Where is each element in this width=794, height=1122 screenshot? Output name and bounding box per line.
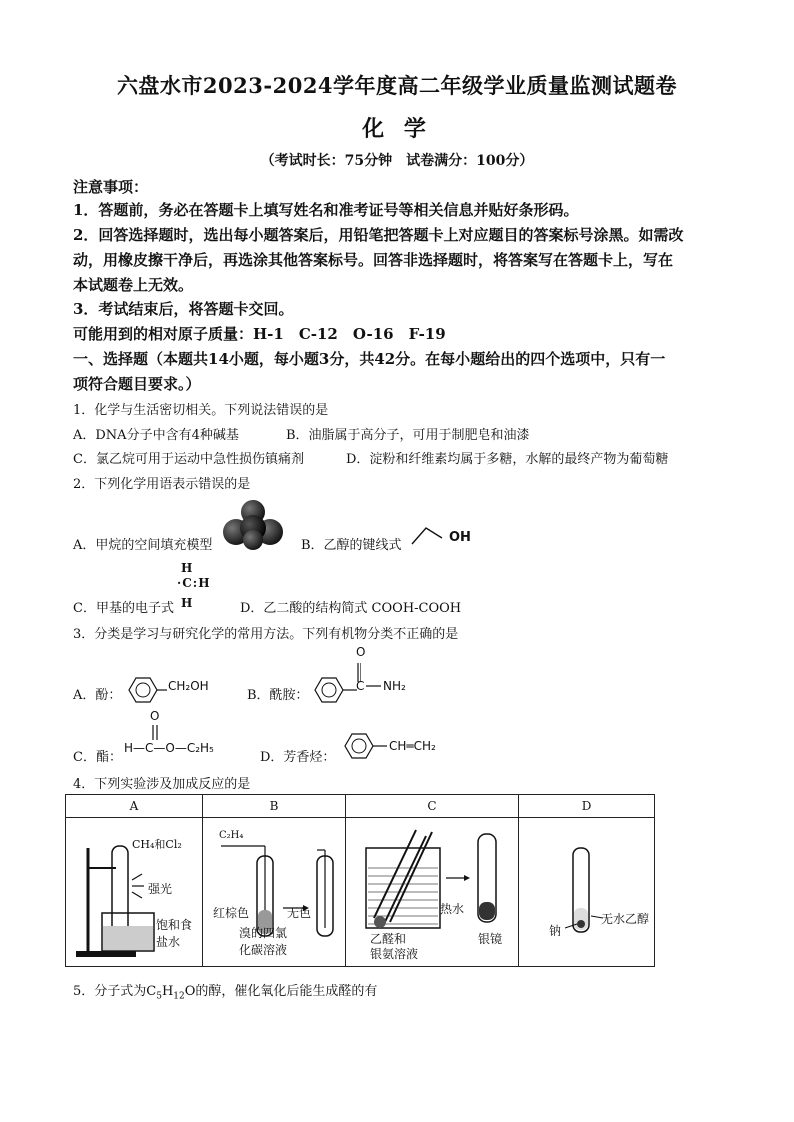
q2-option-a: A．甲烷的空间填充模型 [73,538,213,553]
q3-option-b: B．酰胺： [247,688,309,703]
ester-o: O [150,709,160,723]
label-bromine-ccl4-2: 化碳溶液 [239,943,288,957]
benzamide-nh2: NH₂ [383,679,406,693]
notice-item-2-line-3: 本试题卷上无效。 [73,276,194,294]
ester-formula: H—C—O—C₂H₅ [124,741,214,755]
q5-stem-prefix: 5．分子式为C [73,984,157,999]
benzene-ring-icon [121,670,167,710]
notice-item-3: 3．考试结束后，将答题卡交回。 [73,300,294,318]
sodium-ethanol-apparatus-icon [519,818,654,966]
label-sodium: 钠 [549,924,562,938]
q4-header-a: A [66,795,203,818]
label-anhydrous-ethanol: 无水乙醇 [601,912,650,926]
label-strong-light: 强光 [148,882,173,896]
q3-stem: 3．分类是学习与研究化学的常用方法。下列有机物分类不正确的是 [73,627,459,642]
label-saturated-salt-2: 盐水 [156,935,181,949]
ester-double-bond-icon [150,724,162,742]
q4-cell-b [203,818,346,967]
q5-stem [73,980,377,1002]
q4-image-row [66,818,655,967]
q4-cell-a [66,818,203,967]
q1-option-a: A．DNA分子中含有4种碱基 [73,428,239,443]
benzamide-bond-icon [365,680,383,690]
methyl-dots-right: : [192,576,199,590]
q2-stem: 2．下列化学用语表示错误的是 [73,477,251,492]
section-1-line-1: 一、选择题（本题共14小题，每小题3分，共42分。在每小题给出的四个选项中，只有一 [73,350,666,368]
q5-sub-12: 12 [173,991,185,1002]
notice-item-2-line-1: 2．回答选择题时，选出每小题答案后，用铅笔把答题卡上对应题目的答案标号涂黑。如需改 [73,226,684,244]
ethanol-oh-label: OH [449,530,471,545]
subject-title: 化 学 [362,116,432,142]
q1-stem: 1．化学与生活密切相关。下列说法错误的是 [73,403,329,418]
q1-option-b: B．油脂属于高分子，可用于制肥皂和油漆 [286,428,530,443]
label-saturated-salt-1: 饱和食 [156,918,193,932]
label-ch4-cl2: CH₄和Cl₂ [132,838,182,851]
label-acetaldehyde-2: 银氨溶液 [370,947,419,961]
label-acetaldehyde-1: 乙醛和 [370,932,407,946]
methane-space-filling-model-icon [222,498,284,550]
q1-option-d: D．淀粉和纤维素均属于多糖，水解的最终产物为葡萄糖 [346,452,669,467]
benzamide-o: O [356,645,366,659]
q1-option-c: C．氯乙烷可用于运动中急性损伤镇痛剂 [73,452,304,467]
exam-title: 六盘水市2023-2024学年度高二年级学业质量监测试题卷 [116,73,678,98]
atomic-mass-info: 可能用到的相对原子质量：H-1 C-12 O-16 F-19 [73,325,446,343]
methyl-h-bottom: H [181,596,193,610]
q2-option-c: C．甲基的电子式 [73,601,174,616]
section-1-line-2: 项符合题目要求。） [73,375,201,393]
q5-sub-5: 5 [156,991,162,1002]
notice-item-1: 1．答题前，务必在答题卡上填写姓名和准考证号等相关信息并贴好条形码。 [73,201,579,219]
methyl-h-top: H [181,561,193,575]
label-red-brown: 红棕色 [213,906,250,920]
notice-item-2-line-2: 动，用橡皮擦干净后，再选涂其他答案标号。回答非选择题时，将答案写在答题卡上，写在 [73,251,674,269]
methyl-h-right: H [198,576,211,590]
q5-stem-suffix: O的醇，催化氧化后能生成醛的有 [184,984,378,999]
q4-header-row [66,795,655,818]
label-hot-water: 热水 [440,902,465,916]
ethanol-skeletal-icon [410,524,450,546]
label-c2h4: C₂H₄ [219,830,244,841]
label-silver-mirror: 银镜 [478,932,503,946]
q4-header-c: C [346,795,519,818]
benzyl-alcohol-formula: CH₂OH [168,679,209,693]
q3-option-a: A．酚： [73,688,122,703]
methyl-dot-left: · [177,576,183,590]
benzamide-ring-icon [309,648,361,710]
notice-heading: 注意事项： [73,178,149,196]
q4-cell-c [346,818,519,967]
exam-time-info: （考试时长：75分钟 试卷满分：100分） [260,153,534,169]
q5-h: H [161,984,174,999]
methyl-c: C [182,576,193,590]
label-colorless: 无色 [287,906,312,920]
q2-option-d: D．乙二酸的结构简式 COOH-COOH [240,601,462,616]
styrene-ring-icon [339,728,389,764]
methyl-center [177,576,211,590]
q4-header-b: B [203,795,346,818]
q3-option-c: C．酯： [73,750,122,765]
benzamide-c: C [356,679,365,693]
q4-header-d: D [519,795,655,818]
label-bromine-ccl4-1: 溴的四氯 [239,926,288,940]
styrene-formula: CH═CH₂ [389,739,436,753]
q4-experiment-table [65,794,655,967]
q4-stem: 4．下列实验涉及加成反应的是 [73,777,251,792]
q2-option-b: B．乙醇的键线式 [301,538,402,553]
q3-option-d: D．芳香烃： [260,750,336,765]
q4-cell-d [519,818,655,967]
